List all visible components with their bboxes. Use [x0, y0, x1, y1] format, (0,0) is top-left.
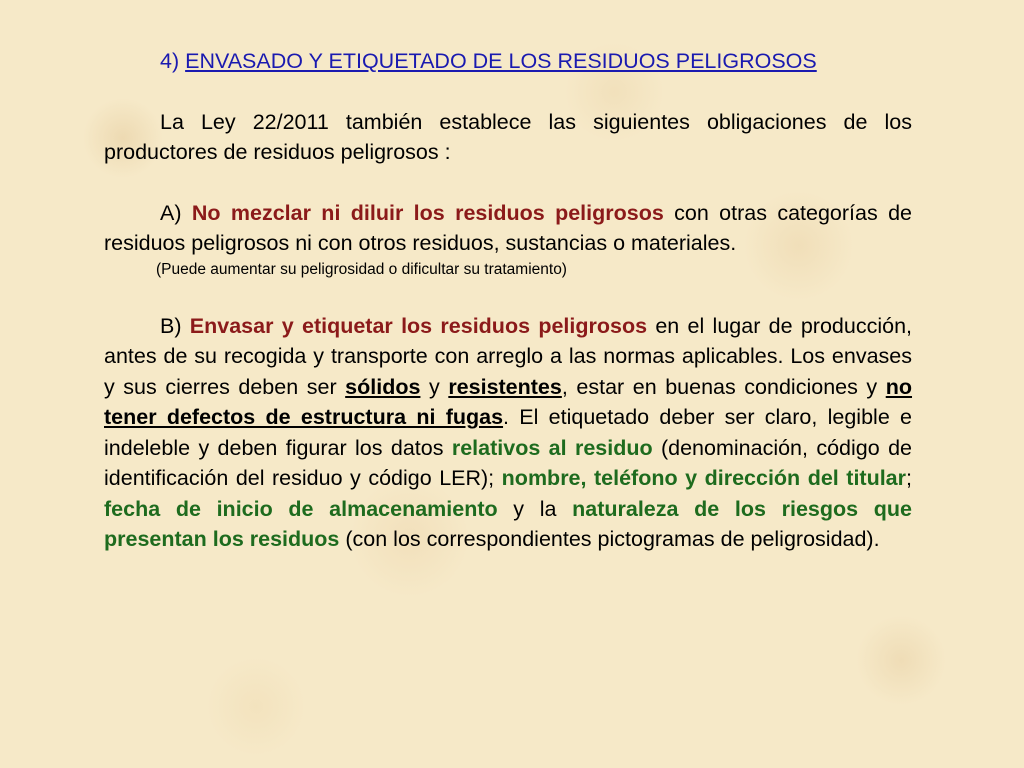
item-a-text: con otras categorías de residuos peligrosos ni con otros residuos, sustancias o materiales. — [104, 200, 912, 255]
item-a-note: (Puede aumentar su peligrosidad o dificultar su tratamiento) — [156, 260, 567, 278]
title-number: 4) — [160, 49, 180, 73]
spacer — [104, 281, 912, 311]
page-title — [104, 46, 912, 77]
slide-content — [104, 46, 912, 555]
spacer — [104, 77, 912, 107]
item-b-text: (con los correspondientes pictogramas de peligrosidad). — [339, 527, 880, 551]
item-b-text: y — [420, 374, 449, 399]
item-b-text: (denominación, código de identificación del residuo y código LER); — [104, 435, 912, 490]
item-b-text: , estar en buenas condiciones y — [561, 374, 886, 399]
item-b-text: ; — [906, 466, 912, 490]
item-a-label: A) — [160, 200, 182, 225]
item-a-paragraph — [104, 198, 912, 259]
title-text: ENVASADO Y ETIQUETADO DE LOS RESIDUOS PELIGROSOS — [185, 49, 817, 73]
item-b-text: . El etiquetado deber ser claro, legible e indeleble y deben figurar los datos — [104, 405, 913, 460]
item-b-titular: nombre, teléfono y dirección del titular — [501, 466, 907, 490]
item-b-label: B) — [160, 313, 182, 338]
item-b-naturaleza: naturaleza de los riesgos que presentan los residuos — [104, 496, 912, 551]
item-b-solidos: sólidos — [345, 374, 421, 399]
item-b-relativos: relativos al residuo — [451, 435, 653, 460]
item-b-text: en el lugar de producción, antes de su recogida y transporte con arreglo a las normas aplicables. Los envases y sus cierres deben ser — [104, 313, 912, 399]
item-b-highlight: Envasar y etiquetar los residuos peligrosos — [189, 313, 648, 338]
item-b-no-defectos: no tener defectos de estructura ni fugas — [104, 374, 913, 429]
item-b-paragraph — [104, 311, 912, 555]
item-b-text: y la — [497, 496, 573, 521]
spacer — [104, 168, 912, 198]
item-b-resistentes: resistentes — [448, 374, 562, 399]
item-b-fecha: fecha de inicio de almacenamiento — [104, 496, 498, 521]
intro-paragraph: La Ley 22/2011 también establece las siguientes obligaciones de los productores de residuos peligrosos : — [104, 109, 912, 164]
item-a-highlight: No mezclar ni diluir los residuos peligrosos — [191, 200, 664, 225]
